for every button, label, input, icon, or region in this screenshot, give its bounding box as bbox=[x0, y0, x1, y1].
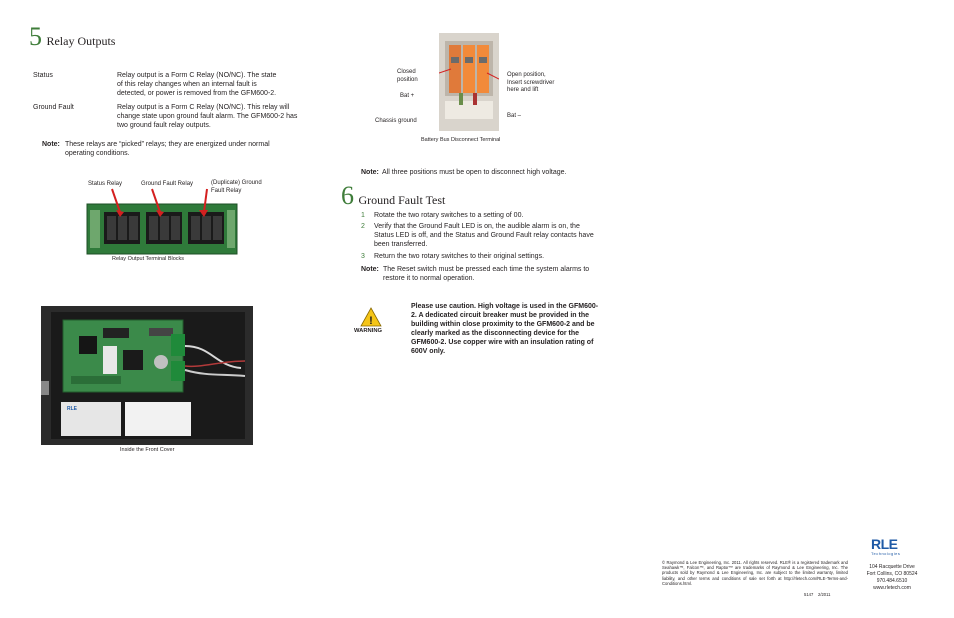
section6-title: Ground Fault Test bbox=[358, 193, 446, 207]
callout-status-relay: Status Relay bbox=[88, 181, 123, 187]
section6-note-text: The Reset switch must be pressed each time the system alarms to restore it to normal operation. bbox=[383, 266, 590, 282]
relay-caption: Relay Output Terminal Blocks bbox=[112, 256, 185, 262]
svg-text:!: ! bbox=[369, 315, 373, 327]
terminal-block-1 bbox=[104, 212, 140, 244]
doc-code bbox=[804, 592, 830, 597]
row-status-text: Relay output is a Form C Relay (NO/NC). The state of this relay changes when an internal fault is detected, or power is removed from the GFM600-2. bbox=[117, 72, 277, 97]
step-2-text: Verify that the Ground Fault LED is on, the audible alarm is on, the Status LED is off, and the Status and Ground Fault relay contacts have been transferred. bbox=[374, 223, 594, 248]
callout-chassis-ground: Chassis ground bbox=[375, 118, 417, 124]
section5-number: 5 bbox=[29, 22, 42, 51]
section6-heading bbox=[341, 183, 445, 209]
step-1-text: Rotate the two rotary switches to a setting of 00. bbox=[374, 212, 524, 219]
battery-caption: Battery Bus Disconnect Terminal bbox=[421, 137, 501, 143]
callout-bat-minus: Bat – bbox=[507, 113, 522, 119]
doc-code-number: 5147 bbox=[804, 592, 814, 597]
legal-text: © Raymond & Lee Engineering, Inc. 2011. All rights reserved. RLE® is a registered trademark and Seahawk™, Falcon™, and Raptor™ are trademarks of Raymond & Lee Engineering, Inc. The products sold by Raymond & Lee Engineering, Inc. are subject to the limited warranty, limited liability, and other terms and conditions of sale set forth at http://rletech.com/RLE-Terms-and-Conditions.html. bbox=[662, 560, 848, 586]
section5-note-text: These relays are “picked” relays; they are energized under normal operating conditions. bbox=[65, 141, 270, 157]
svg-text:RLE: RLE bbox=[67, 406, 77, 412]
step-2-number: 2 bbox=[361, 223, 365, 230]
address-line-1: 104 Racquette Drive bbox=[869, 564, 915, 570]
section5-heading bbox=[29, 24, 115, 50]
terminal-block-2 bbox=[146, 212, 182, 244]
section6-note-label: Note: bbox=[361, 266, 379, 273]
rle-logo bbox=[871, 537, 900, 556]
phone-number: 970.484.6510 bbox=[876, 578, 908, 584]
doc-code-date: 2/2011 bbox=[817, 592, 831, 597]
address-line-2: Fort Collins, CO 80524 bbox=[866, 571, 918, 577]
callout-duplicate-relay: (Duplicate) Ground Fault Relay bbox=[211, 180, 262, 194]
warning-label: WARNING bbox=[354, 328, 383, 334]
logo-subtext: Technologies bbox=[871, 551, 901, 556]
step-3-number: 3 bbox=[361, 253, 365, 260]
address-block bbox=[860, 564, 924, 592]
callout-closed-position: Closed position bbox=[397, 69, 418, 83]
callout-bat-plus: Bat + bbox=[400, 93, 415, 99]
section6-number: 6 bbox=[341, 181, 354, 210]
cover-caption: Inside the Front Cover bbox=[120, 447, 175, 453]
warning-triangle-icon bbox=[360, 307, 382, 327]
battery-note-label: Note: bbox=[361, 169, 379, 176]
section5-title: Relay Outputs bbox=[46, 34, 116, 48]
green-connector bbox=[171, 334, 185, 356]
battery-terminal-photo bbox=[439, 33, 499, 131]
row-ground-fault-label: Ground Fault bbox=[33, 104, 74, 111]
terminal-block-3 bbox=[188, 212, 224, 244]
row-ground-fault-text: Relay output is a Form C Relay (NO/NC). This relay will change state upon ground fault alarm. The GFM600-2 has two ground fault relay outputs. bbox=[117, 104, 298, 129]
website[interactable]: www.rletech.com bbox=[873, 585, 911, 591]
main-board bbox=[63, 320, 183, 392]
logo-text: RLE bbox=[871, 536, 898, 552]
warning-label bbox=[125, 402, 191, 436]
battery-note-text: All three positions must be open to disconnect high voltage. bbox=[382, 169, 567, 176]
step-3-text: Return the two rotary switches to their original settings. bbox=[374, 253, 545, 260]
warning-text: Please use caution. High voltage is used in the GFM600-2. A dedicated circuit breaker must be provided in the building within close proximity to the GFM600-2 and be clearly marked as the disconnecting device for the GFM600-2. Use copper wire with an insulation rating of 600V only. bbox=[411, 303, 599, 355]
callout-ground-fault-relay: Ground Fault Relay bbox=[141, 181, 194, 187]
section5-note-label: Note: bbox=[42, 141, 60, 148]
step-1-number: 1 bbox=[361, 212, 365, 219]
row-status-label: Status bbox=[33, 72, 53, 79]
callout-open-position: Open position, Insert screwdriver here and lift bbox=[507, 72, 555, 93]
front-cover-photo bbox=[41, 306, 253, 445]
relay-terminal-photo bbox=[82, 186, 242, 256]
